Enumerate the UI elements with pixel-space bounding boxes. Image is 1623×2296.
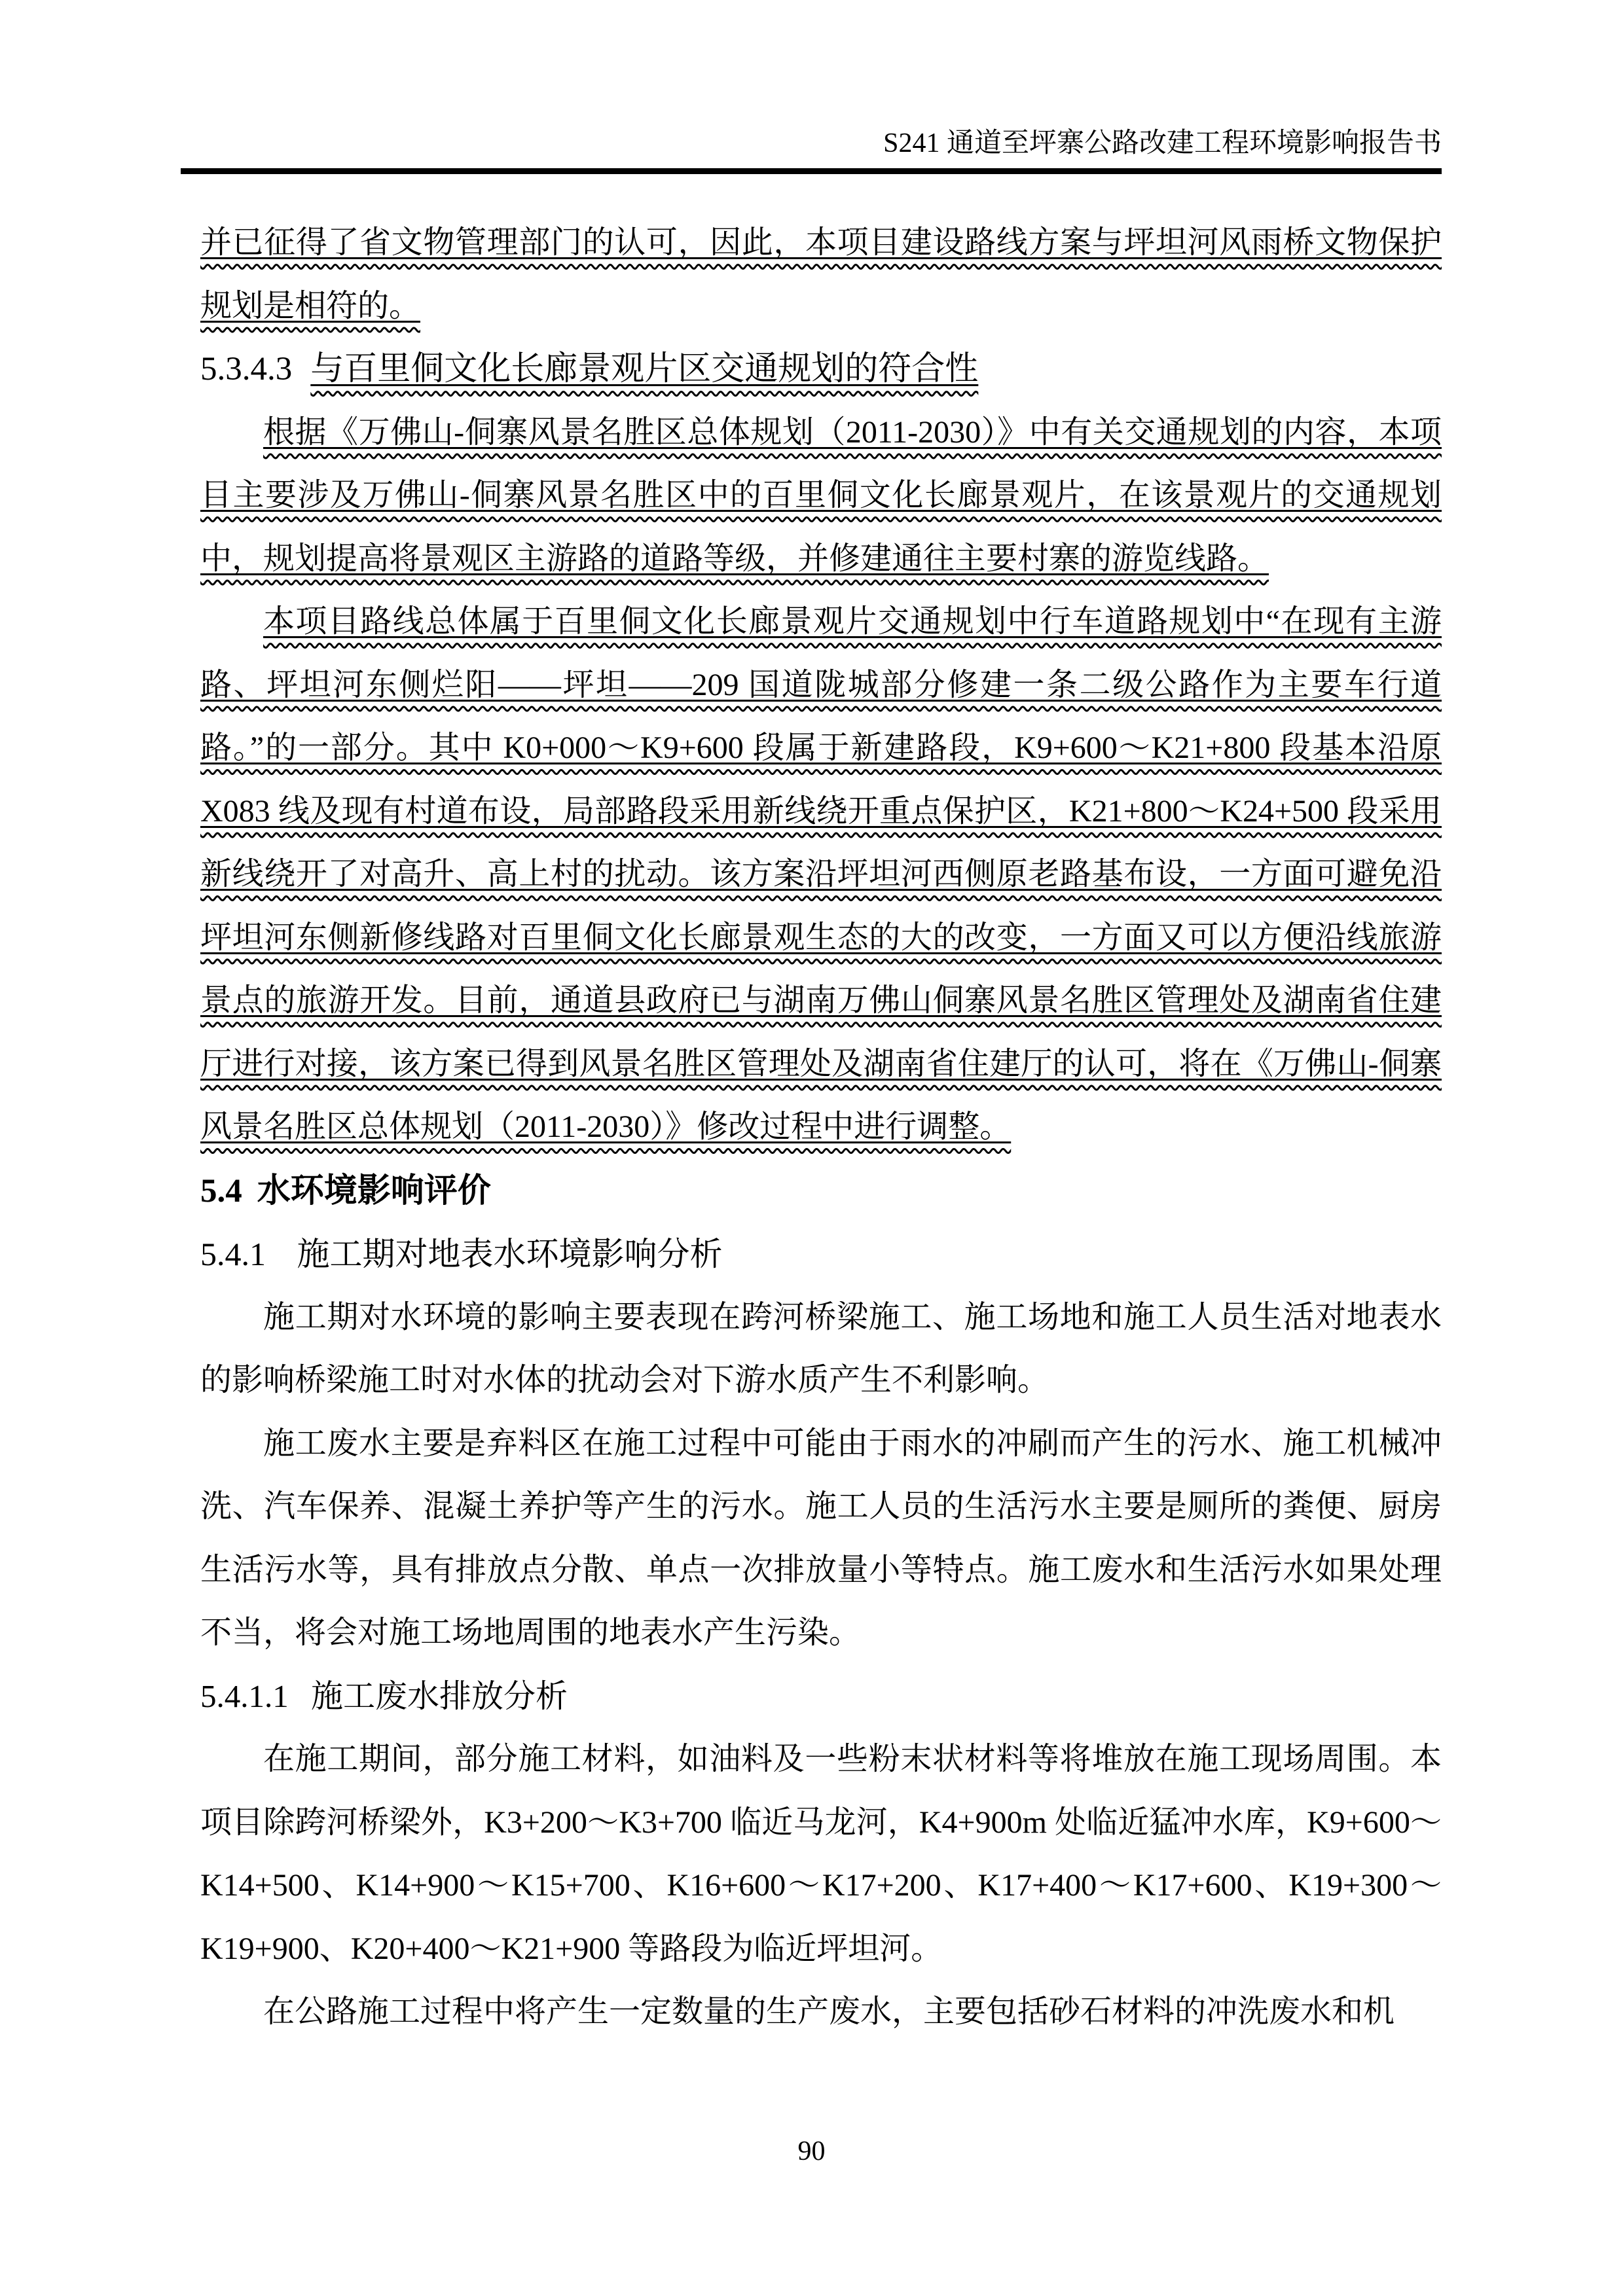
header-title: S241 通道至坪寨公路改建工程环境影响报告书 [883,128,1442,158]
heading-number: 5.4.1.1 [200,1677,289,1714]
tracked-change-underline: 并已征得了省文物管理部门的认可，因此，本项目建设路线方案与坪坦河风雨桥文物保护规划是相符的。 [200,225,1442,323]
document-body [200,211,1442,2044]
paragraph-production-wastewater: 在公路施工过程中将产生一定数量的生产废水，主要包括砂石材料的冲洗废水和机 [263,1994,1395,2029]
heading-title: 施工期对地表水环境影响分析 [297,1236,723,1272]
heading-5-4-1-1 [200,1665,1442,1729]
heading-number: 5.4.1 [200,1236,266,1272]
paragraph-wastewater-sources: 施工废水主要是弃料区在施工过程中可能由于雨水的冲刷而产生的污水、施工机械冲洗、汽车保养、混凝土养护等产生的污水。施工人员的生活污水主要是厕所的粪便、厨房生活污水等，具有排放点分散、单点一次排放量小等特点。施工废水和生活污水如果处理不当，将会对施工场地周围的地表水产生污染。 [200,1426,1442,1650]
paragraph-material-stacking: 在施工期间，部分施工材料，如油料及一些粉末状材料等将堆放在施工现场周围。本项目除跨河桥梁外，K3+200～K3+700 临近马龙河，K4+900m 处临近猛冲水库，K9+600～K14+500、K14+900～K15+700、K16+600～K17+200、K17+400～K17+600、K19+300～K19+900、K20+400～K21+900 等路段为临近坪坦河。 [200,1742,1442,1966]
tracked-change-underline: 与百里侗文化长廊景观片区交通规划的符合性 [310,351,979,387]
tracked-change-underline: 根据《万佛山-侗寨风景名胜区总体规划（2011-2030）》中有关交通规划的内容，本项目主要涉及万佛山-侗寨风景名胜区中的百里侗文化长廊景观片，在该景观片的交通规划中，规划提高将景观区主游路的道路等级，并修建通往主要村寨的游览线路。 [200,414,1442,576]
paragraph-route-description [200,590,1442,1159]
paragraph-cultural-relics [200,211,1442,338]
heading-5-4-1 [200,1223,1442,1286]
heading-number: 5.3.4.3 [200,351,293,387]
page-number: 90 [797,2136,826,2166]
header-rule [181,168,1442,174]
heading-title: 施工废水排放分析 [311,1677,568,1714]
page-header [200,128,1442,158]
paragraph-construction-impact: 施工期对水环境的影响主要表现在跨河桥梁施工、施工场地和施工人员生活对地表水的影响桥梁施工时对水体的扰动会对下游水质产生不利影响。 [200,1299,1442,1397]
paragraph-master-plan [200,401,1442,591]
heading-title: 水环境影响评价 [257,1171,491,1209]
heading-5-3-4-3 [200,338,1442,401]
heading-number: 5.4 [200,1172,242,1210]
tracked-change-underline: 本项目路线总体属于百里侗文化长廊景观片交通规划中行车道路规划中“在现有主游路、坪坦河东侧烂阳——坪坦——209 国道陇城部分修建一条二级公路作为主要车行道路。”的一部分。其中 K0+000～K9+600 段属于新建路段，K9+600～K21+800 段基本沿原 X083 线及现有村道布设，局部路段采用新线绕开重点保护区，K21+800～K24+500 段采用新线绕开了对高升、高上村的扰动。该方案沿坪坦河西侧原老路基布设，一方面可避免沿坪坦河东侧新修线路对百里侗文化长廊景观生态的大的改变，一方面又可以方便沿线旅游景点的旅游开发。目前，通道县政府已与湖南万佛山侗寨风景名胜区管理处及湖南省住建厅进行对接，该方案已得到风景名胜区管理处及湖南省住建厅的认可，将在《万佛山-侗寨风景名胜区总体规划（2011-2030）》修改过程中进行调整。 [200,604,1442,1144]
heading-5-4 [200,1159,1442,1223]
page-footer [0,2135,1623,2168]
